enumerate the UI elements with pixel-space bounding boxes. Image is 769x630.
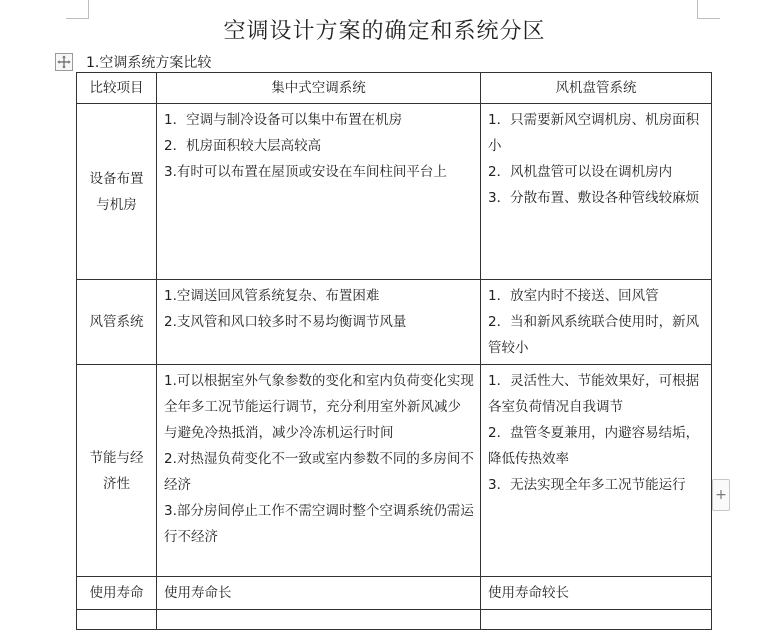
table-row: [77, 280, 712, 365]
list-item: 2．盘管冬夏兼用，内避容易结垢，降低传热效率: [488, 425, 700, 467]
list-item: 1．只需要新风空调机房、机房面积小: [488, 112, 700, 154]
list-item: 2.对热湿负荷变化不一致或室内参数不同的多房间不经济: [164, 451, 474, 493]
fancoil-cell: [481, 610, 712, 630]
table-row: [77, 610, 712, 630]
comparison-table: [76, 72, 712, 630]
central-cell: [157, 610, 481, 630]
header-central-system: 集中式空调系统: [157, 73, 481, 104]
row-label: [77, 280, 157, 365]
fancoil-cell: [481, 104, 712, 280]
fancoil-cell: [481, 365, 712, 577]
list-item: 2．机房面积较大层高较高: [164, 138, 322, 154]
row-label-text: 设备布置与机房: [89, 170, 144, 213]
central-cell: [157, 104, 481, 280]
list-item: 1．灵活性大、节能效果好，可根据各室负荷情况自我调节: [488, 373, 700, 415]
central-cell: [157, 577, 481, 610]
move-cross-icon: [57, 55, 71, 69]
row-label: [77, 365, 157, 577]
table-row: [77, 577, 712, 610]
row-label-text: 使用寿命: [89, 585, 144, 601]
list-item: 2.支风管和风口较多时不易均衡调节风量: [164, 314, 407, 330]
document-title: 空调设计方案的确定和系统分区: [223, 19, 546, 44]
list-item: 3.部分房间停止工作不需空调时整个空调系统仍需运行不经济: [164, 503, 474, 545]
list-item: 2．风机盘管可以设在调机房内: [488, 164, 673, 180]
header-fancoil-system: 风机盘管系统: [481, 73, 712, 104]
list-item: 3.有时可以布置在屋顶或安设在车间柱间平台上: [164, 164, 447, 180]
section-heading: 1.空调系统方案比较: [86, 55, 212, 71]
row-label: [77, 104, 157, 280]
table-move-handle[interactable]: [55, 53, 73, 71]
list-item: 使用寿命较长: [488, 585, 569, 601]
list-item: 1．放室内时不接送、回风管: [488, 288, 659, 304]
list-item: 3．无法实现全年多工况节能运行: [488, 477, 686, 493]
list-item: 2．当和新风系统联合使用时，新风管较小: [488, 314, 700, 356]
table-row: [77, 365, 712, 577]
list-item: 1.可以根据室外气象参数的变化和室内负荷变化实现全年多工况节能运行调节，充分利用室外新风减少与避免冷热抵消，减少冷冻机运行时间: [164, 373, 474, 441]
fancoil-cell: [481, 577, 712, 610]
table-row: [77, 104, 712, 280]
row-label: [77, 610, 157, 630]
list-item: 使用寿命长: [164, 585, 232, 601]
row-label: [77, 577, 157, 610]
central-cell: [157, 280, 481, 365]
add-row-button[interactable]: +: [712, 479, 730, 511]
row-label-text: 节能与经济性: [89, 449, 144, 492]
list-item: 1.空调送回风管系统复杂、布置困难: [164, 288, 380, 304]
central-cell: [157, 365, 481, 577]
list-item: 1．空调与制冷设备可以集中布置在机房: [164, 112, 403, 128]
row-label-text: 风管系统: [89, 314, 144, 330]
table-header-row: [77, 73, 712, 104]
fancoil-cell: [481, 280, 712, 365]
header-item: 比较项目: [77, 73, 157, 104]
list-item: 3．分散布置、敷设各种管线较麻烦: [488, 190, 700, 206]
